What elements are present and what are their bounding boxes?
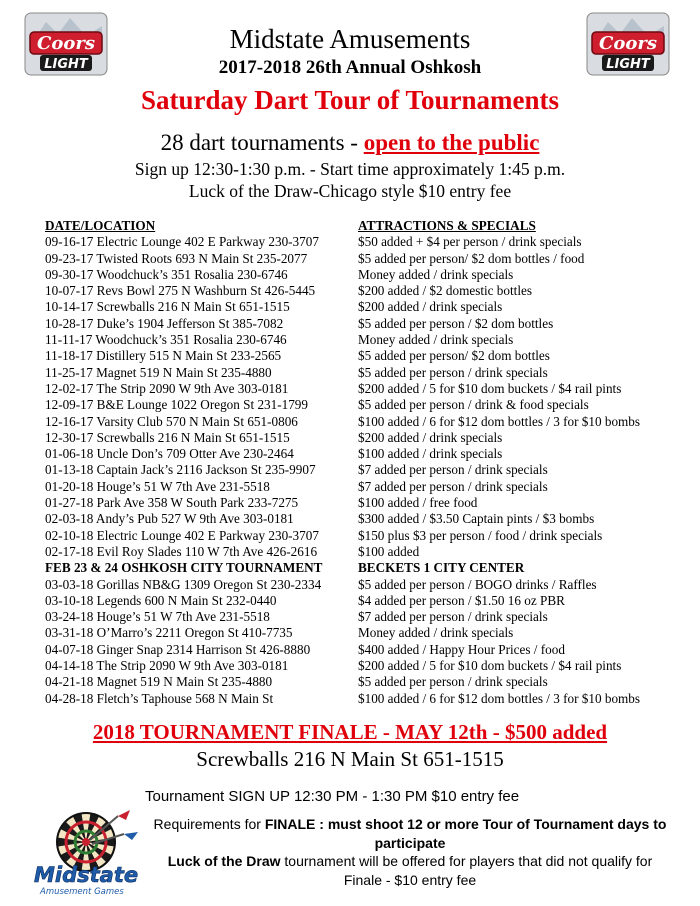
date-location: 09-23-17 Twisted Roots 693 N Main St 235-2077 bbox=[45, 250, 308, 266]
schedule-row bbox=[45, 462, 685, 478]
svg-text:Coors: Coors bbox=[37, 33, 95, 54]
date-location: 12-02-17 The Strip 2090 W 9th Ave 303-0181 bbox=[45, 380, 289, 396]
date-location: 01-20-18 Houge’s 51 W 7th Ave 231-5518 bbox=[45, 478, 270, 494]
attractions-specials: $100 added / free food bbox=[358, 495, 478, 511]
date-location: 04-21-18 Magnet 519 N Main St 235-4880 bbox=[45, 674, 273, 690]
date-location: 11-25-17 Magnet 519 N Main St 235-4880 bbox=[45, 364, 272, 380]
intro bbox=[0, 128, 700, 202]
schedule-row bbox=[45, 397, 685, 413]
date-location: 10-07-17 Revs Bowl 275 N Washburn St 426-5445 bbox=[45, 283, 316, 299]
schedule-row bbox=[45, 251, 685, 267]
city-tournament-row bbox=[45, 560, 685, 576]
schedule-row bbox=[45, 348, 685, 364]
schedule-row bbox=[45, 332, 685, 348]
midstate-dartboard-logo bbox=[28, 806, 154, 898]
intro-line-3: Luck of the Draw-Chicago style $10 entry fee bbox=[188, 181, 512, 201]
date-location: 04-28-18 Fletch’s Taphouse 568 N Main St bbox=[45, 690, 274, 706]
schedule-row bbox=[45, 609, 685, 625]
attractions-specials: $7 added per person / drink specials bbox=[358, 609, 548, 625]
schedule-header-row bbox=[45, 218, 685, 234]
date-location: 12-09-17 B&E Lounge 1022 Oregon St 231-1799 bbox=[45, 397, 308, 413]
date-location: 02-03-18 Andy’s Pub 527 W 9th Ave 303-0181 bbox=[45, 511, 294, 527]
attractions-specials: $5 added per person / drink specials bbox=[358, 364, 548, 380]
schedule-row bbox=[45, 267, 685, 283]
attractions-specials: $5 added per person / drink specials bbox=[358, 674, 548, 690]
finale-signup: Tournament SIGN UP 12:30 PM - 1:30 PM $10 entry fee bbox=[145, 788, 520, 805]
finale-requirements bbox=[150, 815, 670, 889]
schedule-row bbox=[45, 528, 685, 544]
schedule-row bbox=[45, 625, 685, 641]
schedule-row bbox=[45, 430, 685, 446]
schedule-row bbox=[45, 479, 685, 495]
luck-of-draw-line: Luck of the Draw tournament will be offered for players that did not qualify for Finale - $10 entry fee bbox=[167, 853, 653, 888]
tour-title: Saturday Dart Tour of Tournaments bbox=[140, 85, 560, 115]
attractions-specials: $50 added + $4 per person / drink specials bbox=[358, 234, 582, 250]
date-location: 04-14-18 The Strip 2090 W 9th Ave 303-0181 bbox=[45, 658, 289, 674]
svg-text:Coors: Coors bbox=[599, 33, 657, 54]
attractions-header: ATTRACTIONS & SPECIALS bbox=[358, 218, 536, 233]
schedule-row bbox=[45, 691, 685, 707]
svg-text:Midstate: Midstate bbox=[34, 863, 139, 887]
date-location: 11-11-17 Woodchuck’s 351 Rosalia 230-6746 bbox=[45, 332, 287, 348]
attractions-specials: $4 added per person / $1.50 16 oz PBR bbox=[358, 592, 565, 608]
requirements-line: Requirements for FINALE : must shoot 12 or more Tour of Tournament days to participate bbox=[153, 816, 667, 851]
date-location: 01-06-18 Uncle Don’s 709 Otter Ave 230-2464 bbox=[45, 446, 294, 462]
date-location: 03-03-18 Gorillas NB&G 1309 Oregon St 230-2334 bbox=[45, 576, 322, 592]
attractions-specials: $100 added / 6 for $12 dom bottles / 3 for $10 bombs bbox=[358, 413, 641, 429]
date-location: 09-16-17 Electric Lounge 402 E Parkway 230-3707 bbox=[45, 234, 319, 250]
schedule-row bbox=[45, 544, 685, 560]
schedule-row bbox=[45, 299, 685, 315]
attractions-specials: $400 added / Happy Hour Prices / food bbox=[358, 641, 565, 657]
attractions-specials: BECKETS 1 CITY CENTER bbox=[358, 560, 525, 576]
schedule-row bbox=[45, 577, 685, 593]
date-location: 12-16-17 Varsity Club 570 N Main St 651-0806 bbox=[45, 413, 298, 429]
svg-text:LIGHT: LIGHT bbox=[606, 57, 650, 72]
schedule-row bbox=[45, 283, 685, 299]
finale-title: 2018 TOURNAMENT FINALE - MAY 12th - $500 added bbox=[92, 720, 608, 744]
svg-text:Amusement Games: Amusement Games bbox=[40, 887, 124, 897]
schedule-row bbox=[45, 381, 685, 397]
schedule-row bbox=[45, 495, 685, 511]
schedule-row bbox=[45, 642, 685, 658]
attractions-specials: $7 added per person / drink specials bbox=[358, 462, 548, 478]
date-location: 01-27-18 Park Ave 358 W South Park 233-7275 bbox=[45, 495, 299, 511]
header bbox=[110, 22, 590, 80]
date-location: 03-10-18 Legends 600 N Main St 232-0440 bbox=[45, 592, 277, 608]
coors-light-logo-right bbox=[586, 12, 670, 76]
schedule-row bbox=[45, 365, 685, 381]
schedule-table bbox=[45, 218, 685, 707]
date-location: 10-28-17 Duke’s 1904 Jefferson St 385-7082 bbox=[45, 315, 284, 331]
date-location: 09-30-17 Woodchuck’s 351 Rosalia 230-6746 bbox=[45, 266, 288, 282]
attractions-specials: $150 plus $3 per person / food / drink specials bbox=[358, 527, 603, 543]
svg-text:LIGHT: LIGHT bbox=[44, 57, 88, 72]
schedule-row bbox=[45, 446, 685, 462]
attractions-specials: $100 added / 6 for $12 dom bottles / 3 for $10 bombs bbox=[358, 690, 641, 706]
date-location: 02-10-18 Electric Lounge 402 E Parkway 230-3707 bbox=[45, 527, 319, 543]
intro-line-2: Sign up 12:30-1:30 p.m. - Start time approximately 1:45 p.m. bbox=[134, 159, 566, 179]
attractions-specials: Money added / drink specials bbox=[358, 266, 514, 282]
intro-line-1-prefix: 28 dart tournaments - bbox=[160, 130, 364, 155]
attractions-specials: $100 added / drink specials bbox=[358, 446, 503, 462]
attractions-specials: $5 added per person/ $2 dom bottles / food bbox=[358, 250, 585, 266]
date-location: 03-31-18 O’Marro’s 2211 Oregon St 410-7735 bbox=[45, 625, 293, 641]
attractions-specials: $5 added per person/ $2 dom bottles bbox=[358, 348, 550, 364]
attractions-specials: $5 added per person / $2 dom bottles bbox=[358, 315, 554, 331]
attractions-specials: Money added / drink specials bbox=[358, 625, 514, 641]
open-to-public: open to the public bbox=[363, 130, 540, 155]
date-location: 03-24-18 Houge’s 51 W 7th Ave 231-5518 bbox=[45, 609, 270, 625]
schedule-row bbox=[45, 234, 685, 250]
date-location-header: DATE/LOCATION bbox=[45, 218, 156, 233]
schedule-row bbox=[45, 511, 685, 527]
date-location: 10-14-17 Screwballs 216 N Main St 651-1515 bbox=[45, 299, 290, 315]
attractions-specials: $200 added / drink specials bbox=[358, 299, 503, 315]
company-name: Midstate Amusements bbox=[229, 24, 471, 54]
schedule-row bbox=[45, 316, 685, 332]
attractions-specials: $300 added / $3.50 Captain pints / $3 bombs bbox=[358, 511, 595, 527]
attractions-specials: $200 added / 5 for $10 dom buckets / $4 rail pints bbox=[358, 658, 622, 674]
schedule-row bbox=[45, 414, 685, 430]
attractions-specials: $200 added / $2 domestic bottles bbox=[358, 283, 532, 299]
attractions-specials: $200 added / drink specials bbox=[358, 429, 503, 445]
finale-venue: Screwballs 216 N Main St 651-1515 bbox=[196, 747, 504, 771]
attractions-specials: $7 added per person / drink specials bbox=[358, 478, 548, 494]
schedule-row bbox=[45, 593, 685, 609]
attractions-specials: Money added / drink specials bbox=[358, 332, 514, 348]
coors-light-logo-left bbox=[24, 12, 108, 76]
date-location: 02-17-18 Evil Roy Slades 110 W 7th Ave 426-2616 bbox=[45, 543, 318, 559]
attractions-specials: $5 added per person / BOGO drinks / Raffles bbox=[358, 576, 597, 592]
date-location: 01-13-18 Captain Jack’s 2116 Jackson St 235-9907 bbox=[45, 462, 316, 478]
date-location: 04-07-18 Ginger Snap 2314 Harrison St 426-8880 bbox=[45, 641, 311, 657]
attractions-specials: $100 added bbox=[358, 543, 420, 559]
attractions-specials: $200 added / 5 for $10 dom buckets / $4 rail pints bbox=[358, 380, 622, 396]
schedule-rows bbox=[45, 234, 685, 707]
date-location: 11-18-17 Distillery 515 N Main St 233-2565 bbox=[45, 348, 282, 364]
intro-line-1 bbox=[0, 128, 700, 158]
date-location: FEB 23 & 24 OSHKOSH CITY TOURNAMENT bbox=[45, 560, 323, 576]
date-location: 12-30-17 Screwballs 216 N Main St 651-1515 bbox=[45, 429, 290, 445]
event-subtitle: 2017-2018 26th Annual Oshkosh bbox=[218, 57, 482, 78]
schedule-row bbox=[45, 658, 685, 674]
schedule-row bbox=[45, 674, 685, 690]
attractions-specials: $5 added per person / drink & food specials bbox=[358, 397, 589, 413]
